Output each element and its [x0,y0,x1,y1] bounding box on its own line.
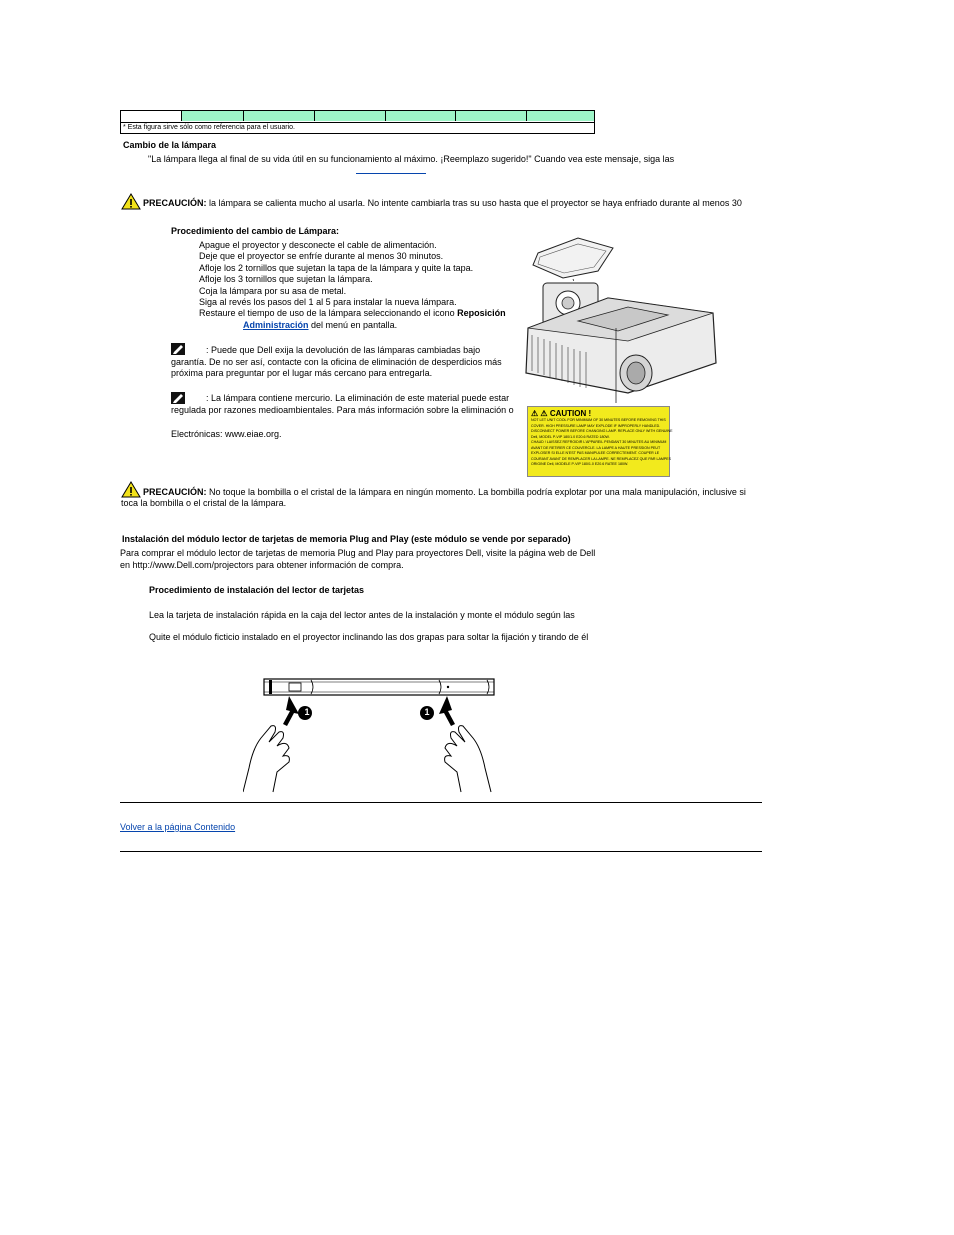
card-module-illustration [243,676,499,796]
note-icon [171,343,185,355]
procedure-link-underline[interactable] [356,173,426,174]
caution-text: No toque la bombilla o el cristal de la lámpara en ningún momento. La bombilla podría explotar por una mala manipulación, inclusive si [209,487,746,497]
table-footnote: * Esta figura sirve sólo como referencia para el usuario. [123,124,295,131]
divider [120,851,762,852]
card-section-text: en http://www.Dell.com/projectors para obtener información de compra. [120,560,404,570]
table-cell [385,111,455,121]
administracion-link[interactable]: Administración [243,320,309,330]
callout-number: 1 [304,707,310,717]
note-1-line: garantía. De no ser así, contacte con la oficina de eliminación de desperdicios más [171,357,502,367]
callout-number: 1 [424,707,430,717]
procedure-step: Apague el proyector y desconecte el cable de alimentación. [199,240,437,250]
table-cell [243,111,314,121]
note-2-line: regulada por razones medioambientales. Para más información sobre la eliminación o [171,405,514,415]
caution-text: la lámpara se calienta mucho al usarla. No intente cambiarla tras su uso hasta que el proyector se haya enfriado durante al menos 30 [209,198,742,208]
note-1-line: próxima para preguntar por el lugar más cercano para entregarla. [171,368,433,378]
caution-label-text: NOT LET UNIT COOL FOR MINIMUM OF 30 MINUTES BEFORE REMOVING THIS COVER. HIGH PRESSURE LAMP MAY EXPLODE IF IMPROPERLY HANDLED. DISCONNECT POWER BEFORE CHANGING LAMP. REPLACE ONLY WITH GENUINE Dell, MODEL P-VIP 180/1.0 E20.6 RATED 180W. CHAUD ! LAISSEZ REFROIDIR L'APPAREIL PENDANT 30 MINUTES AU MINIMUM AVANT DE RETIRER CE COUVERCLE. LA LAMPE A HAUTE PRESSION PEUT EXPLOSER SI ELLE N'EST PAS MANIPULEE CORRECTEMENT. COUPER LE COURANT AVANT DE REMPLACER LA LAMPE. NE REMPLACEZ QUE PAR LAMPES ORIGINE Dell, MODELE P-VIP 180/1.0 E20.6 RATEE 180W. [531,418,673,466]
step7-bold: Reposición [457,308,506,318]
caution-2 [143,487,746,497]
caution-icon [121,481,141,498]
caution-label: PRECAUCIÓN: [143,198,207,208]
caution-label-title: CAUTION ! [549,409,592,418]
lamp-intro-text: "La lámpara llega al final de su vida útil en su funcionamiento al máximo. ¡Reemplazo sugerido!" Cuando vea este mensaje, siga las [148,154,675,164]
lamp-section-heading: Cambio de la lámpara [123,140,217,150]
caution-2-cont: toca la bombilla o el cristal de la lámpara. [121,498,287,508]
note-2-line: : La lámpara contiene mercurio. La eliminación de este material puede estar [206,393,510,403]
caution-1 [143,198,742,208]
procedure-step: Afloje los 2 tornillos que sujetan la tapa de la lámpara y quite la tapa. [199,263,474,273]
spec-table-fragment [120,110,595,134]
step7-suffix: del menú en pantalla. [308,320,398,330]
card-section-heading: Instalación del módulo lector de tarjetas de memoria Plug and Play (este módulo se vende por separado) [122,534,571,544]
table-cell [314,111,385,121]
procedure-step: Siga al revés los pasos del 1 al 5 para instalar la nueva lámpara. [199,297,457,307]
caution-label: PRECAUCIÓN: [143,487,207,497]
back-to-contents-link[interactable]: Volver a la página Contenido [120,822,236,832]
card-procedure-heading: Procedimiento de instalación del lector de tarjetas [149,585,365,595]
note-2-line: Electrónicas: www.eiae.org. [171,429,282,439]
note-1-line: : Puede que Dell exija la devolución de las lámparas cambiadas bajo [206,345,481,355]
note-icon [171,392,185,404]
card-procedure-step: Lea la tarjeta de instalación rápida en la caja del lector antes de la instalación y monte el módulo según las [149,610,575,620]
table-cell [181,111,243,121]
caution-label-header: ⚠ ⚠ CAUTION ! [531,409,592,418]
divider [120,802,762,803]
procedure-step-7 [199,308,506,318]
step7-text: Restaure el tiempo de uso de la lámpara seleccionando el icono [199,308,458,318]
caution-label-image [527,406,673,477]
card-section-text: Para comprar el módulo lector de tarjetas de memoria Plug and Play para proyectores Dell, visite la página web de Dell [120,548,596,558]
procedure-step: Coja la lámpara por su asa de metal. [199,286,347,296]
projector-lamp-illustration [518,233,718,403]
table-row [121,111,594,123]
table-cell [526,111,594,121]
procedure-step: Afloje los 3 tornillos que sujetan la lámpara. [199,274,373,284]
procedure-step-7-cont [243,320,397,330]
procedure-step: Deje que el proyector se enfríe durante al menos 30 minutos. [199,251,444,261]
procedure-heading: Procedimiento del cambio de Lámpara: [171,226,340,236]
card-procedure-step: Quite el módulo ficticio instalado en el proyector inclinando las dos grapas para soltar la fijación y tirando de él [149,632,589,642]
caution-icon [121,193,141,210]
table-cell [455,111,526,121]
